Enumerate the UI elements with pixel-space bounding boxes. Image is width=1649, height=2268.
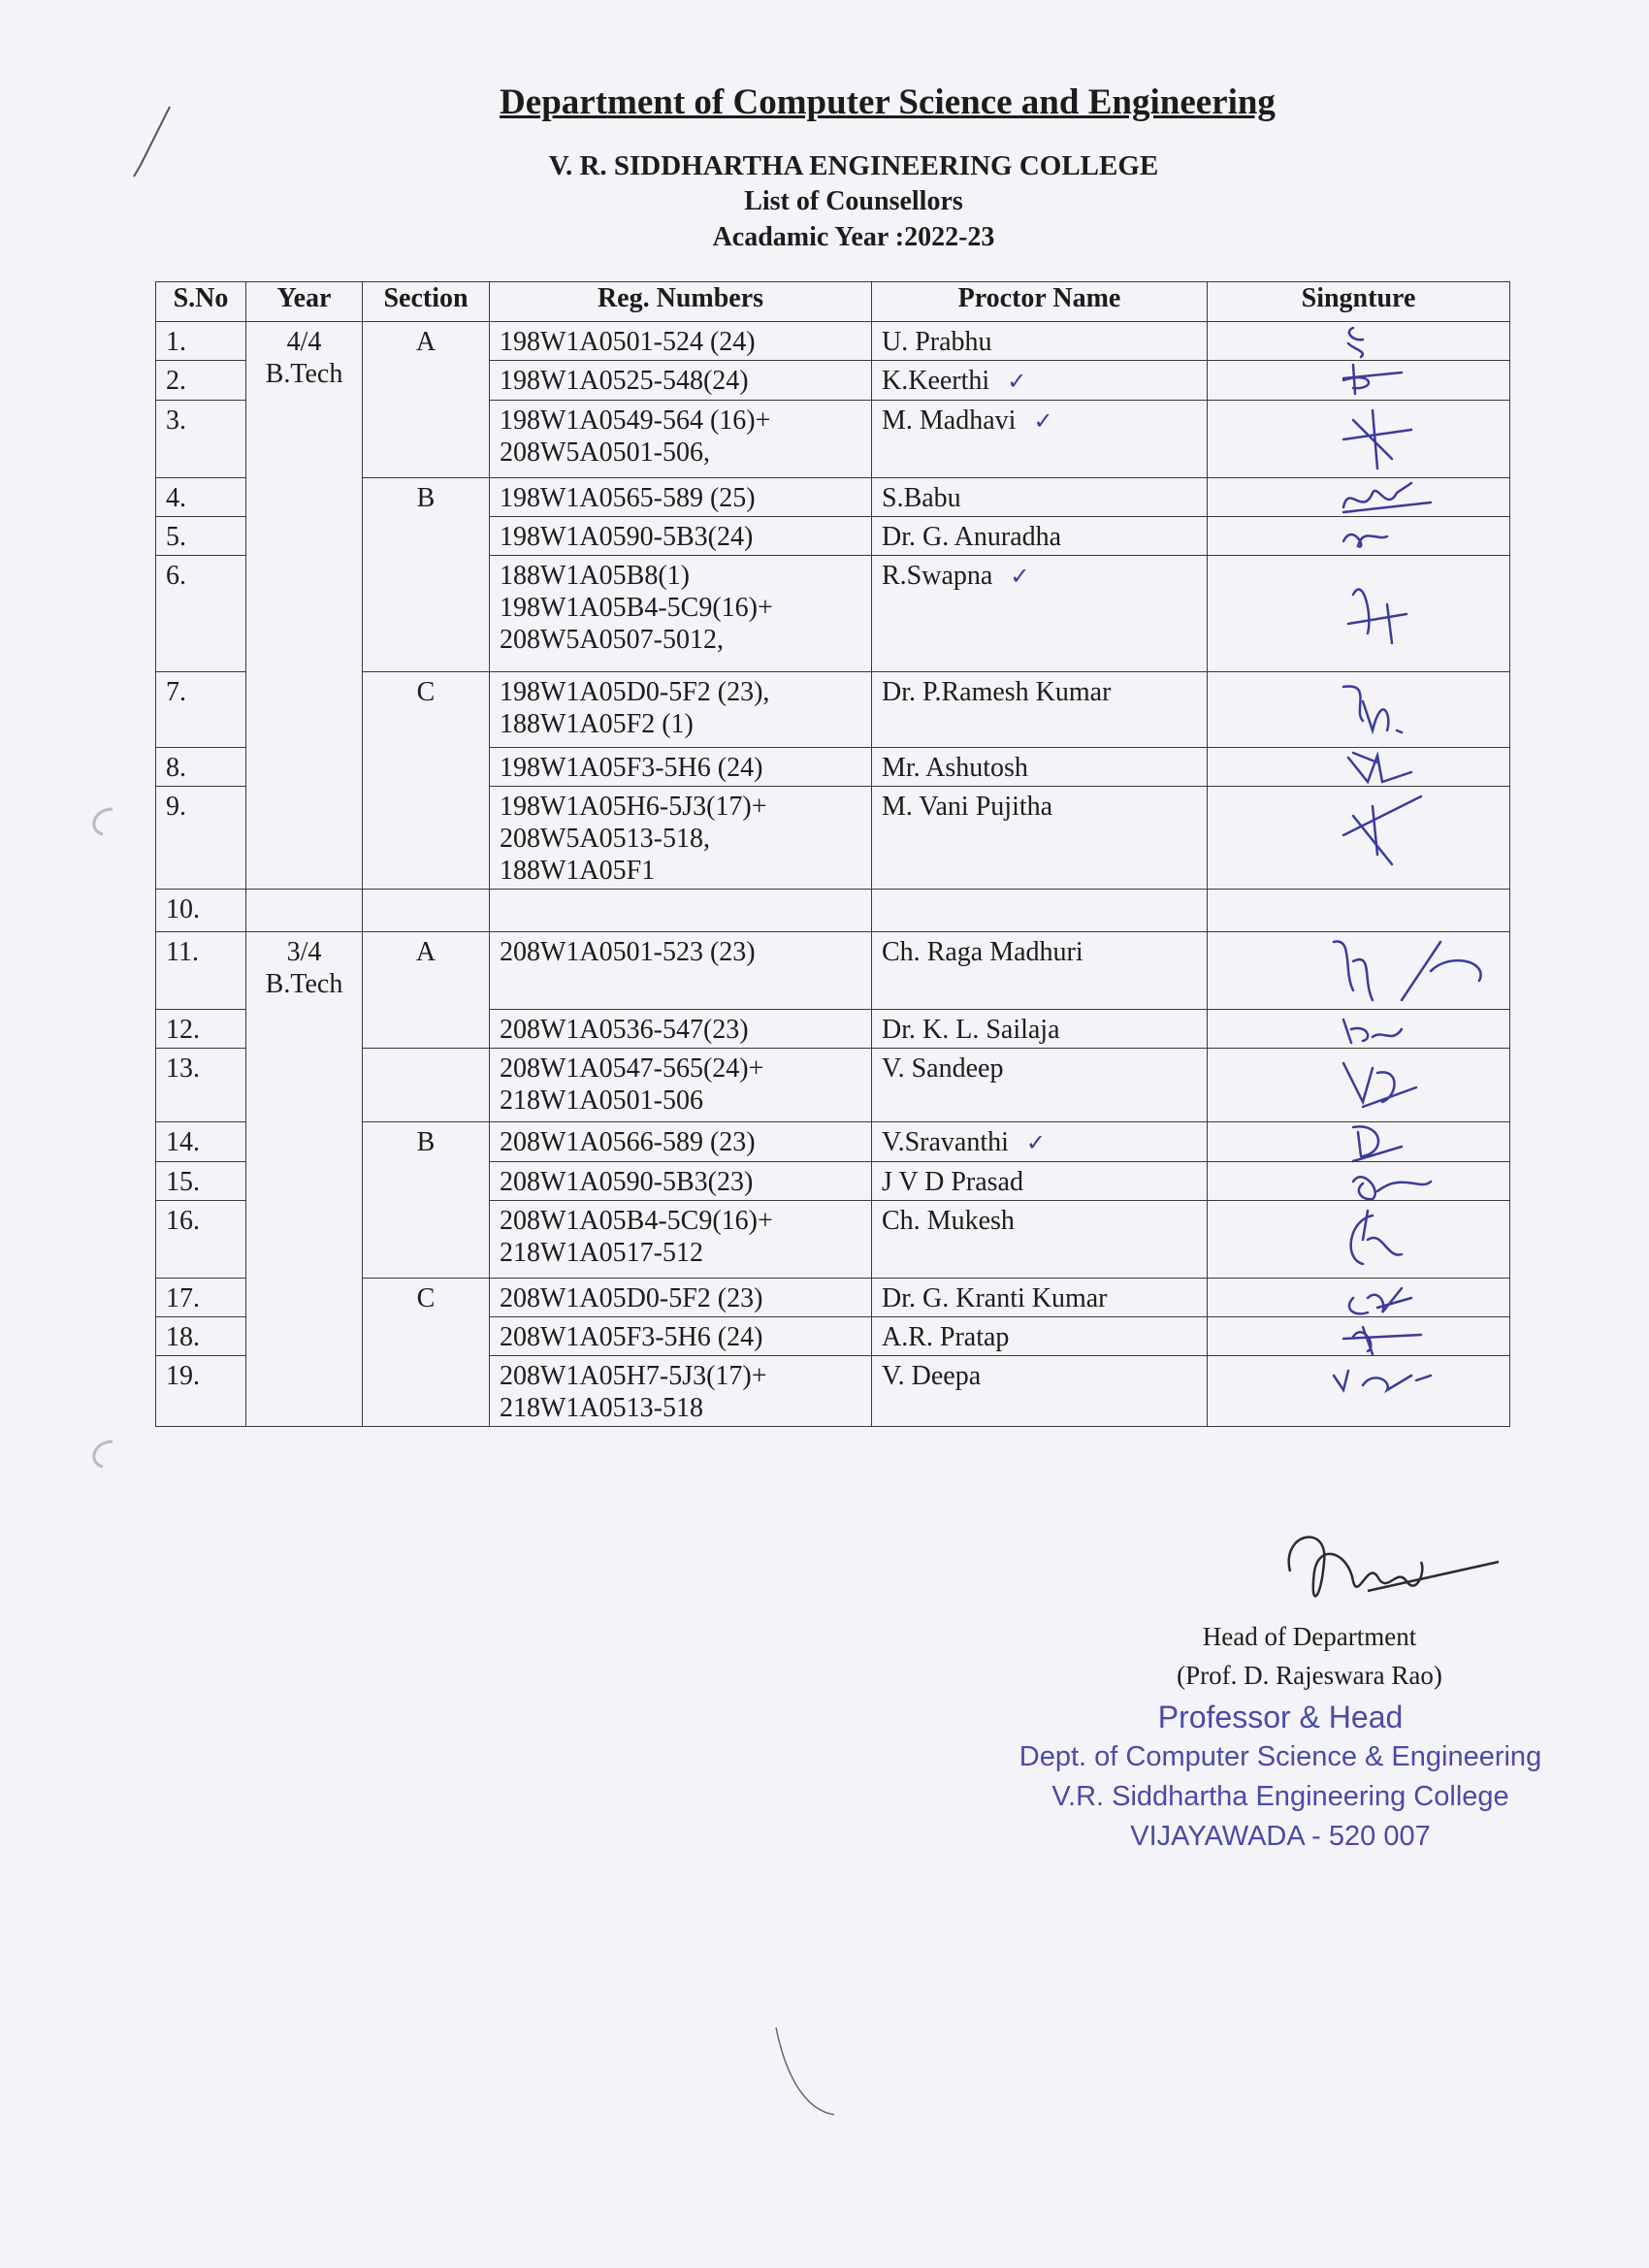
reg-numbers-cell: 208W1A05B4-5C9(16)+ 218W1A0517-512 bbox=[490, 1201, 872, 1279]
signature-cell bbox=[1208, 787, 1510, 890]
hod-name: (Prof. D. Rajeswara Rao) bbox=[1177, 1661, 1442, 1690]
proctor-name-cell bbox=[872, 1162, 1208, 1201]
signature-mark bbox=[1208, 322, 1509, 360]
signature-cell bbox=[1208, 748, 1510, 787]
stamp-department: Dept. of Computer Science & Engineering bbox=[1018, 1741, 1542, 1772]
signature-cell bbox=[1208, 932, 1510, 1010]
proctor-name: K.Keerthi bbox=[882, 366, 990, 396]
table-row bbox=[156, 932, 1510, 1010]
serial-number-cell: 4. bbox=[156, 478, 246, 517]
reg-numbers-cell bbox=[490, 890, 872, 932]
serial-number-cell: 17. bbox=[156, 1279, 246, 1317]
reg-numbers-cell: 198W1A05F3-5H6 (24) bbox=[490, 748, 872, 787]
stamp-city: VIJAYAWADA - 520 007 bbox=[1130, 1821, 1431, 1852]
column-header: S.No bbox=[156, 282, 246, 322]
year-cell: 4/4 B.Tech bbox=[246, 322, 363, 890]
signature-mark bbox=[1208, 361, 1509, 400]
signature-cell bbox=[1208, 890, 1510, 932]
signature-cell bbox=[1208, 478, 1510, 517]
proctor-name: Mr. Ashutosh bbox=[882, 753, 1028, 783]
serial-number-cell: 5. bbox=[156, 517, 246, 556]
signature-cell bbox=[1208, 1317, 1510, 1356]
proctor-name: Dr. P.Ramesh Kumar bbox=[882, 677, 1112, 707]
signature-cell bbox=[1208, 556, 1510, 672]
column-header: Proctor Name bbox=[872, 282, 1208, 322]
signature-mark bbox=[1208, 1356, 1509, 1426]
serial-number-cell: 3. bbox=[156, 401, 246, 478]
proctor-name-cell bbox=[872, 361, 1208, 401]
reg-numbers-cell: 208W1A05H7-5J3(17)+ 218W1A0513-518 bbox=[490, 1356, 872, 1427]
proctor-name-cell bbox=[872, 1010, 1208, 1049]
signature-cell bbox=[1208, 672, 1510, 748]
proctor-name-cell bbox=[872, 1201, 1208, 1279]
signature-mark bbox=[1208, 1279, 1509, 1316]
signature-cell bbox=[1208, 1201, 1510, 1279]
reg-numbers-cell: 198W1A0501-524 (24) bbox=[490, 322, 872, 361]
hod-signature bbox=[1271, 1513, 1513, 1630]
check-mark-icon: ✓ bbox=[1025, 1129, 1047, 1156]
proctor-name: V.Sravanthi bbox=[882, 1127, 1009, 1157]
proctor-name-cell bbox=[872, 517, 1208, 556]
stamp-college: V.R. Siddhartha Engineering College bbox=[1051, 1781, 1509, 1812]
punch-hole bbox=[83, 1434, 122, 1473]
serial-number-cell: 16. bbox=[156, 1201, 246, 1279]
serial-number-cell: 9. bbox=[156, 787, 246, 890]
serial-number-cell: 10. bbox=[156, 890, 246, 932]
check-mark-icon: ✓ bbox=[1010, 563, 1030, 590]
proctor-name: Dr. G. Kranti Kumar bbox=[882, 1283, 1108, 1313]
serial-number-cell: 18. bbox=[156, 1317, 246, 1356]
proctor-name: A.R. Pratap bbox=[882, 1322, 1010, 1352]
serial-number-cell: 11. bbox=[156, 932, 246, 1010]
serial-number-cell: 19. bbox=[156, 1356, 246, 1427]
proctor-name: V. Deepa bbox=[882, 1361, 982, 1391]
signature-mark bbox=[1208, 932, 1509, 1009]
signature-mark bbox=[1208, 1049, 1509, 1121]
proctor-name: Ch. Raga Madhuri bbox=[882, 937, 1083, 967]
reg-numbers-cell: 198W1A0565-589 (25) bbox=[490, 478, 872, 517]
pen-mark bbox=[116, 97, 184, 184]
proctor-name-cell bbox=[872, 672, 1208, 748]
reg-numbers-cell: 208W1A05D0-5F2 (23) bbox=[490, 1279, 872, 1317]
signature-cell bbox=[1208, 517, 1510, 556]
proctor-name-cell bbox=[872, 1356, 1208, 1427]
serial-number-cell: 8. bbox=[156, 748, 246, 787]
section-cell: C bbox=[363, 1279, 490, 1427]
college-name: V. R. SIDDHARTHA ENGINEERING COLLEGE bbox=[548, 150, 1159, 181]
proctor-name-cell bbox=[872, 1122, 1208, 1162]
proctor-name-cell bbox=[872, 1317, 1208, 1356]
proctor-name-cell bbox=[872, 787, 1208, 890]
signature-mark bbox=[1208, 748, 1509, 786]
signature-mark bbox=[1208, 517, 1509, 555]
reg-numbers-cell: 198W1A05H6-5J3(17)+ 208W5A0513-518, 188W1A05F1 bbox=[490, 787, 872, 890]
section-cell: A bbox=[363, 932, 490, 1049]
serial-number-cell: 7. bbox=[156, 672, 246, 748]
reg-numbers-cell: 188W1A05B8(1) 198W1A05B4-5C9(16)+ 208W5A0507-5012, bbox=[490, 556, 872, 672]
signature-cell bbox=[1208, 1279, 1510, 1317]
signature-mark bbox=[1208, 1162, 1509, 1200]
reg-numbers-cell: 198W1A0590-5B3(24) bbox=[490, 517, 872, 556]
column-header: Singnture bbox=[1208, 282, 1510, 322]
reg-numbers-cell: 198W1A0525-548(24) bbox=[490, 361, 872, 401]
signature-mark bbox=[1208, 556, 1509, 671]
proctor-name-cell bbox=[872, 478, 1208, 517]
reg-numbers-cell: 208W1A0566-589 (23) bbox=[490, 1122, 872, 1162]
proctor-name-cell bbox=[872, 322, 1208, 361]
reg-numbers-cell: 208W1A0547-565(24)+ 218W1A0501-506 bbox=[490, 1049, 872, 1122]
signature-cell bbox=[1208, 1356, 1510, 1427]
proctor-name-cell bbox=[872, 556, 1208, 672]
check-mark-icon: ✓ bbox=[1033, 407, 1053, 435]
signature-cell bbox=[1208, 361, 1510, 401]
proctor-name: Dr. K. L. Sailaja bbox=[882, 1015, 1060, 1045]
list-title: List of Counsellors bbox=[744, 186, 963, 216]
section-cell: B bbox=[363, 1122, 490, 1279]
signature-mark bbox=[1208, 1122, 1509, 1161]
section-cell: C bbox=[363, 672, 490, 890]
table-row bbox=[156, 322, 1510, 361]
signature-cell bbox=[1208, 401, 1510, 478]
reg-numbers-cell: 208W1A0536-547(23) bbox=[490, 1010, 872, 1049]
counsellors-table bbox=[155, 281, 1510, 1427]
department-title: Department of Computer Science and Engineering bbox=[500, 82, 1276, 122]
signature-mark bbox=[1208, 478, 1509, 516]
signature-cell bbox=[1208, 1010, 1510, 1049]
reg-numbers-cell: 208W1A05F3-5H6 (24) bbox=[490, 1317, 872, 1356]
serial-number-cell: 1. bbox=[156, 322, 246, 361]
proctor-name: S.Babu bbox=[882, 483, 961, 513]
reg-numbers-cell: 208W1A0501-523 (23) bbox=[490, 932, 872, 1010]
proctor-name: V. Sandeep bbox=[882, 1053, 1004, 1084]
section-cell bbox=[363, 1049, 490, 1122]
section-cell-empty bbox=[363, 890, 490, 932]
stamp-title: Professor & Head bbox=[1157, 1700, 1404, 1734]
year-cell-empty bbox=[246, 890, 363, 932]
punch-hole bbox=[83, 801, 122, 840]
check-mark-icon: ✓ bbox=[1007, 368, 1027, 395]
academic-year: Acadamic Year :2022-23 bbox=[712, 222, 995, 252]
reg-numbers-cell: 208W1A0590-5B3(23) bbox=[490, 1162, 872, 1201]
signature-mark bbox=[1208, 672, 1509, 747]
proctor-name: U. Prabhu bbox=[882, 327, 992, 357]
proctor-name: Ch. Mukesh bbox=[882, 1206, 1015, 1236]
signature-cell bbox=[1208, 1162, 1510, 1201]
signature-cell bbox=[1208, 322, 1510, 361]
hod-designation: Head of Department bbox=[1202, 1622, 1417, 1651]
signature-cell bbox=[1208, 1049, 1510, 1122]
column-header: Section bbox=[363, 282, 490, 322]
column-header: Reg. Numbers bbox=[490, 282, 872, 322]
serial-number-cell: 14. bbox=[156, 1122, 246, 1162]
table-header-row bbox=[156, 282, 1510, 322]
signature-mark bbox=[1208, 401, 1509, 477]
proctor-name-cell bbox=[872, 890, 1208, 932]
table-row bbox=[156, 890, 1510, 932]
proctor-name: M. Madhavi bbox=[882, 405, 1017, 436]
proctor-name-cell bbox=[872, 748, 1208, 787]
serial-number-cell: 6. bbox=[156, 556, 246, 672]
proctor-name-cell bbox=[872, 1279, 1208, 1317]
signature-mark bbox=[1208, 1201, 1509, 1278]
serial-number-cell: 15. bbox=[156, 1162, 246, 1201]
proctor-name: M. Vani Pujitha bbox=[882, 792, 1053, 822]
proctor-name-cell bbox=[872, 932, 1208, 1010]
signature-cell bbox=[1208, 1122, 1510, 1162]
proctor-name-cell bbox=[872, 401, 1208, 478]
year-cell: 3/4 B.Tech bbox=[246, 932, 363, 1427]
signature-mark bbox=[1208, 787, 1509, 889]
reg-numbers-cell: 198W1A05D0-5F2 (23), 188W1A05F2 (1) bbox=[490, 672, 872, 748]
signature-mark bbox=[1208, 1317, 1509, 1355]
serial-number-cell: 13. bbox=[156, 1049, 246, 1122]
signature-mark bbox=[1208, 1010, 1509, 1048]
proctor-name-cell bbox=[872, 1049, 1208, 1122]
serial-number-cell: 12. bbox=[156, 1010, 246, 1049]
column-header: Year bbox=[246, 282, 363, 322]
proctor-name: Dr. G. Anuradha bbox=[882, 522, 1062, 552]
pen-mark bbox=[766, 2018, 844, 2124]
proctor-name: J V D Prasad bbox=[882, 1167, 1023, 1197]
serial-number-cell: 2. bbox=[156, 361, 246, 401]
section-cell: A bbox=[363, 322, 490, 478]
reg-numbers-cell: 198W1A0549-564 (16)+ 208W5A0501-506, bbox=[490, 401, 872, 478]
proctor-name: R.Swapna bbox=[882, 561, 993, 591]
section-cell: B bbox=[363, 478, 490, 672]
